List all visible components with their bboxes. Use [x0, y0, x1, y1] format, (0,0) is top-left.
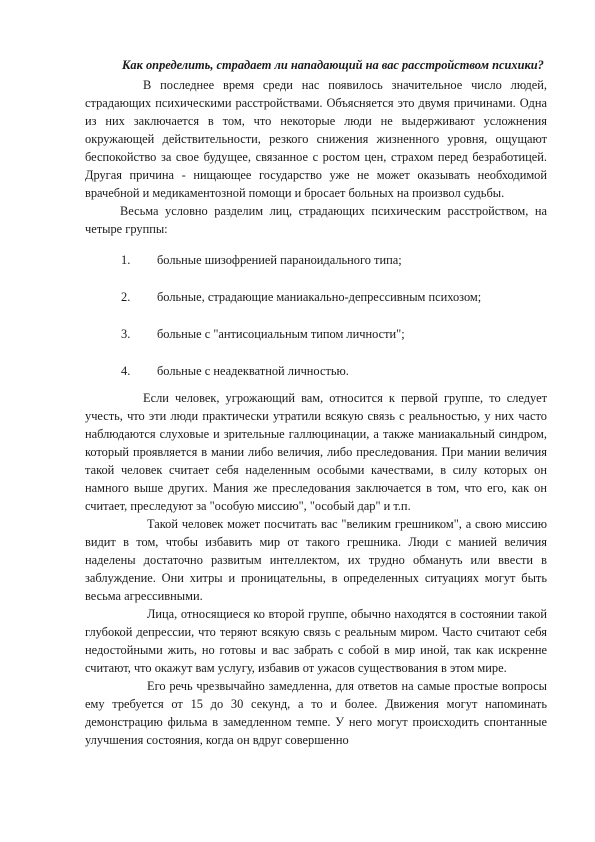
list-item-number: 1.	[121, 253, 131, 267]
intro-paragraph-1: В последнее время среди нас появилось значительное число людей, страдающих психическими расстройствами. Объясняется это двумя причинами. Одна из них заключается в том, что некоторые люди не выдерживают усложнения окружающей действительности, резкого снижения жизненного уровня, ощущают беспокойство за свое будущее, связанное с ростом цен, страхом перед безработицей. Другая причина - нищающее государство уже не может оказывать необходимой врачебной и медикаментозной помощи и бросает больных на произвол судьбы.	[85, 78, 547, 200]
list-item-number: 4.	[121, 364, 131, 378]
list-item-text: больные шизофренией параноидального типа;	[157, 253, 402, 267]
list-item-number: 2.	[121, 290, 131, 304]
document-page	[85, 56, 547, 749]
list-item	[85, 325, 547, 343]
body-paragraph-1: Если человек, угрожающий вам, относится к первой группе, то следует учесть, что эти люди практически утратили всякую связь с реальностью, у них часто наблюдаются слуховые и зрительные галлюцинации, а также маниакальный синдром, который проявляется в мании либо величия, либо преследования. При мании величия такой человек считает себя наделенным особыми качествами, в силу которых он намного выше других. Мания же преследования заключается в том, что его, как он считает, преследуют за "особую миссию", "особый дар" и т.п.	[85, 391, 547, 513]
body-paragraph-4: Его речь чрезвычайно замедленна, для ответов на самые простые вопросы ему требуется от 15 до 30 секунд, а то и более. Движения могут напоминать демонстрацию фильма в замедленном темпе. У него могут происходить спонтанные улучшения состояния, когда он вдруг совершенно	[85, 679, 547, 747]
list-item	[85, 251, 547, 269]
intro-paragraph-2: Весьма условно разделим лиц, страдающих психическим расстройством, на четыре группы:	[85, 204, 547, 236]
body-paragraph-2: Такой человек может посчитать вас "великим грешником", а свою миссию видит в том, чтобы избавить мир от такого грешника. Люди с манией величия наделены достаточно развитым интеллектом, их трудно обмануть или ввести в заблуждение. Они хитры и проницательны, в определенных ситуациях могут быть весьма агрессивными.	[85, 517, 547, 603]
body-paragraph-3: Лица, относящиеся ко второй группе, обычно находятся в состоянии такой глубокой депрессии, что теряют всякую связь с реальным миром. Часто считают себя недостойными жить, но готовы и вас забрать с собой в мир иной, так как искренне считают, что окажут вам услугу, избавив от ужасов существования в этом мире.	[85, 607, 547, 675]
groups-list	[85, 251, 547, 380]
document-title: Как определить, страдает ли нападающий на вас расстройством психики?	[122, 58, 544, 72]
list-item	[85, 362, 547, 380]
list-item	[85, 288, 547, 306]
list-item-text: больные, страдающие маниакально-депрессивным психозом;	[157, 290, 482, 304]
list-item-text: больные с неадекватной личностью.	[157, 364, 349, 378]
list-item-number: 3.	[121, 327, 131, 341]
list-item-text: больные с "антисоциальным типом личности";	[157, 327, 405, 341]
